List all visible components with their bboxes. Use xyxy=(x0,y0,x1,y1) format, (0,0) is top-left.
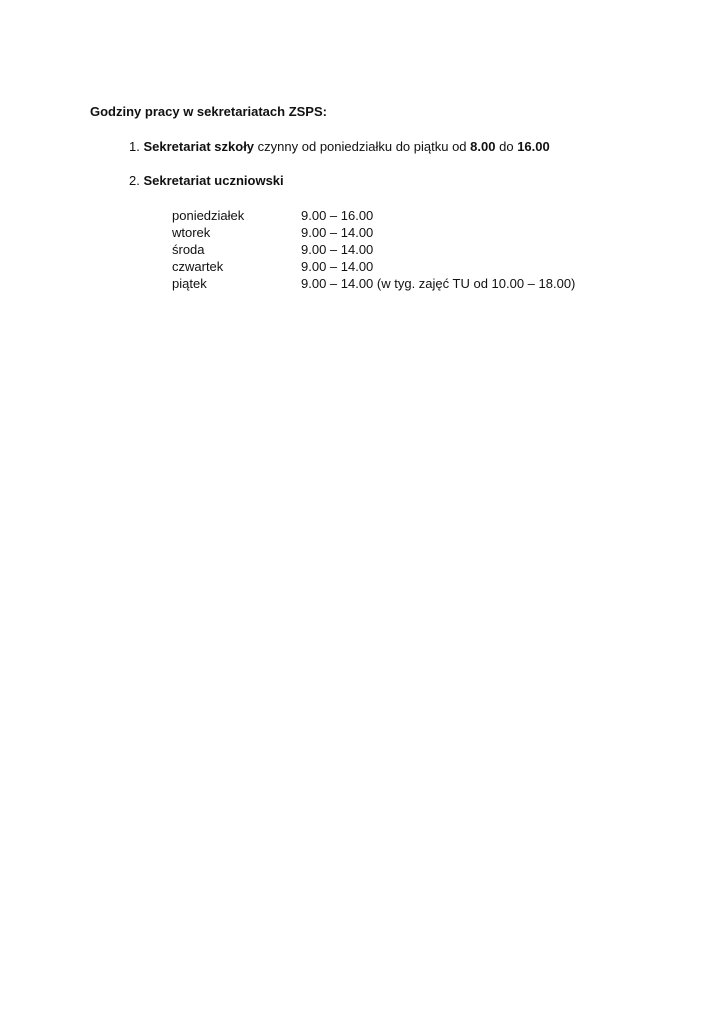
schedule-day: środa xyxy=(172,242,205,257)
page-title: Godziny pracy w sekretariatach ZSPS: xyxy=(90,104,327,119)
schedule-row xyxy=(172,275,575,292)
schedule-hours: 9.00 – 14.00 xyxy=(301,242,374,257)
schedule-day: poniedziałek xyxy=(172,208,245,223)
schedule-hours: 9.00 – 14.00 xyxy=(301,225,374,240)
list-item-school-office xyxy=(129,139,550,154)
schedule-hours: 9.00 – 16.00 xyxy=(301,208,374,223)
office-name: Sekretariat szkoły xyxy=(143,139,255,154)
student-office-schedule xyxy=(172,207,575,292)
office-name: Sekretariat uczniowski xyxy=(143,173,284,188)
schedule-row xyxy=(172,258,575,275)
office-hours-from: 8.00 xyxy=(470,139,496,154)
office-hours-text: czynny od poniedziałku do piątku od xyxy=(257,139,467,154)
office-hours-to-text: do xyxy=(499,139,514,154)
schedule-hours: 9.00 – 14.00 xyxy=(301,259,374,274)
list-item-student-office xyxy=(129,173,284,188)
office-hours-to: 16.00 xyxy=(517,139,550,154)
schedule-hours: 9.00 – 14.00 (w tyg. zajęć TU od 10.00 – 18.00) xyxy=(301,276,576,291)
schedule-row xyxy=(172,241,575,258)
schedule-row xyxy=(172,207,575,224)
list-number: 1. xyxy=(129,139,140,154)
schedule-day: piątek xyxy=(172,276,207,291)
schedule-row xyxy=(172,224,575,241)
schedule-day: czwartek xyxy=(172,259,224,274)
schedule-day: wtorek xyxy=(172,225,211,240)
list-number: 2. xyxy=(129,173,140,188)
